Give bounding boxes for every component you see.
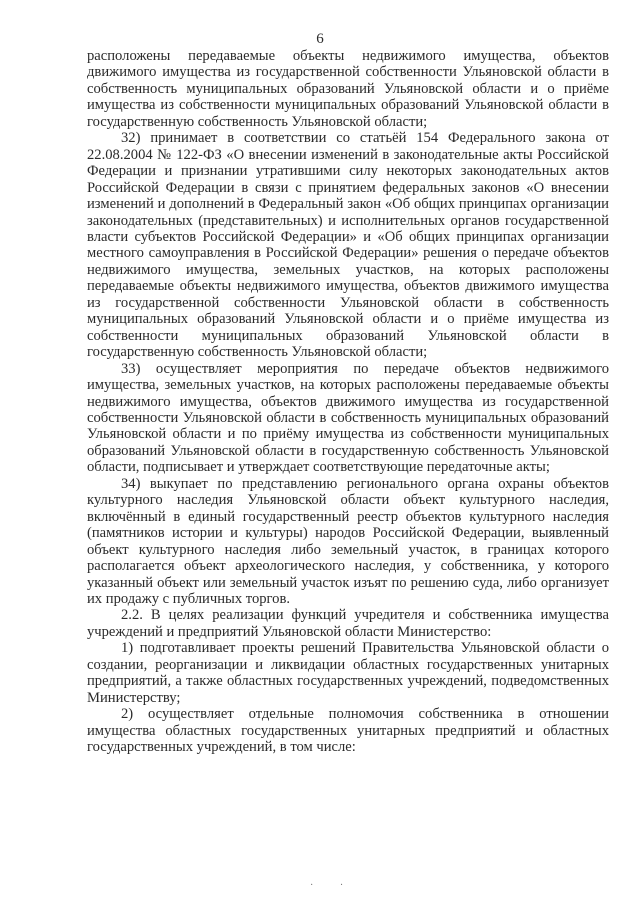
document-body <box>87 48 609 755</box>
page-number: 6 <box>316 31 324 47</box>
paragraph-2-2-item-1: 1) подготавливает проекты решений Правительства Ульяновской области о создании, реорганизации и ликвидации областных государственных унитарных предприятий, а также областных государственных учреждений, подведомственных Министерству; <box>87 640 609 706</box>
paragraph-section-2-2: 2.2. В целях реализации функций учредителя и собственника имущества учреждений и предприятий Ульяновской области Министерство: <box>87 607 609 640</box>
paragraph-item-32: 32) принимает в соответствии со статьёй 154 Федерального закона от 22.08.2004 № 122-ФЗ «О внесении изменений в законодательные акты Российской Федерации и признании утратившими силу некоторых законодательных актов Российской Федерации в связи с принятием федеральных законов «О внесении изменений и дополнений в Федеральный закон «Об общих принципах организации законодательных (представительных) и исполнительных органов государственной власти субъектов Российской Федерации» и «Об общих принципах организации местного самоуправления в Российской Федерации» решения о передаче объектов недвижимого имущества, земельных участков, на которых расположены передаваемые объекты недвижимого имущества, объектов движимого имущества из государственной собственности Ульяновской области в собственность муниципальных образований Ульяновской области и о приёме имущества из собственности муниципальных образований Ульяновской области в государственную собственность Ульяновской области; <box>87 130 609 361</box>
paragraph-item-33: 33) осуществляет мероприятия по передаче объектов недвижимого имущества, земельных участков, на которых расположены передаваемые объекты недвижимого имущества, объектов движимого имущества из государственной собственности Ульяновской области в собственность муниципальных образований Ульяновской области и по приёму имущества из собственности муниципальных образований Ульяновской области в государственную собственность Ульяновской области, подписывает и утверждает соответствующие передаточные акты; <box>87 360 609 476</box>
scan-specks: · · <box>310 880 356 891</box>
paragraph-2-2-item-2: 2) осуществляет отдельные полномочия собственника в отношении имущества областных государственных унитарных предприятий и областных государственных учреждений, в том числе: <box>87 706 609 756</box>
paragraph-item-34: 34) выкупает по представлению регионального органа охраны объектов культурного наследия Ульяновской области объект культурного наследия, включённый в единый государственный реестр объектов культурного наследия (памятников истории и культуры) народов Российской Федерации, выявленный объект культурного наследия либо земельный участок, в границах которого располагается объект археологического наследия, у собственника, у которого указанный объект или земельный участок изъят по решению суда, либо организует их продажу с публичных торгов. <box>87 475 609 607</box>
paragraph-continuation: расположены передаваемые объекты недвижимого имущества, объектов движимого имущества из государственной собственности Ульяновской области в собственность муниципальных образований Ульяновской области и о приёме имущества из собственности муниципальных образований Ульяновской области в государственную собственность Ульяновской области; <box>87 48 609 130</box>
